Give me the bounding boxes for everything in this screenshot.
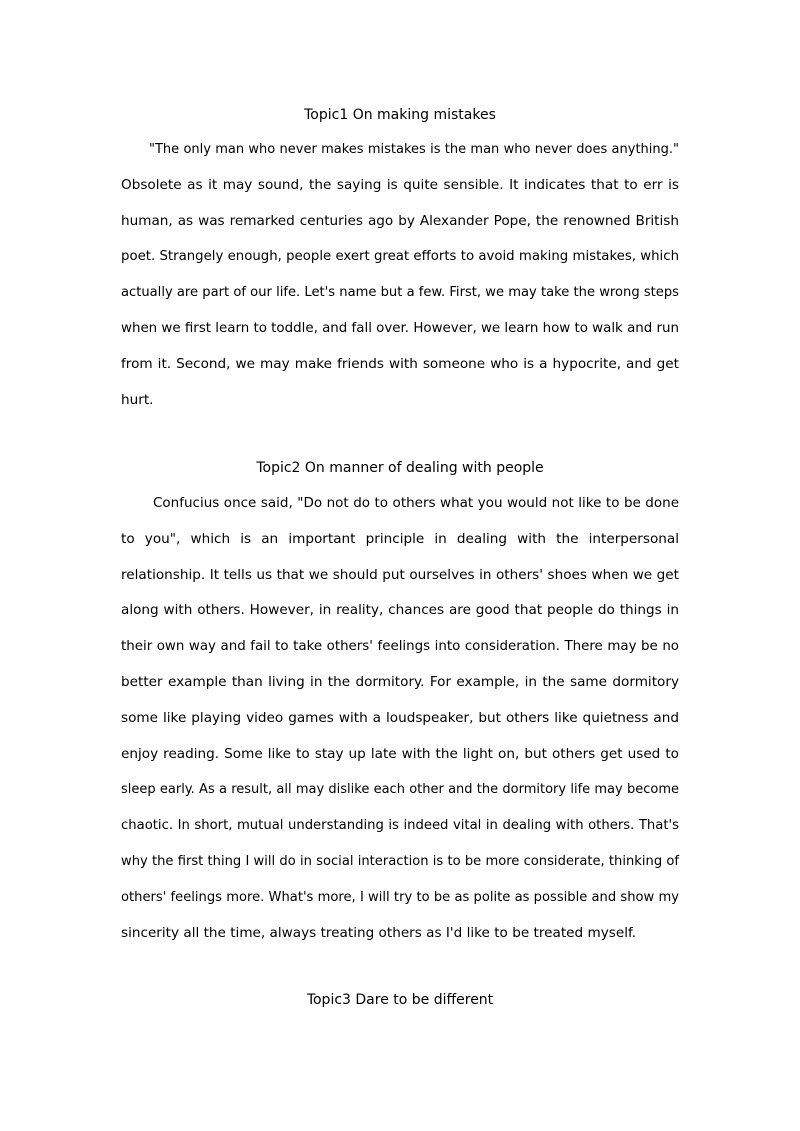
topic2-line-4: along with others. However, in reality, chances are good that people do things in (121, 602, 679, 619)
topic2-line-7: some like playing video games with a loudspeaker, but others like quietness and (121, 709, 679, 726)
topic1-line-4: poet. Strangely enough, people exert great efforts to avoid making mistakes, which (121, 249, 679, 265)
topic2-line-5: their own way and fail to take others' feelings into consideration. There may be no (121, 639, 679, 655)
topic1-line-3: human, as was remarked centuries ago by Alexander Pope, the renowned British (121, 212, 679, 229)
topic1-paragraph (121, 132, 679, 418)
topic1-line-8: hurt. (121, 391, 154, 408)
topic2-title: Topic2 On manner of dealing with people (256, 460, 544, 476)
topic2-line-8: enjoy reading. Some like to stay up late with the light on, but others get used to (121, 745, 679, 762)
topic2-line-6: better example than living in the dormitory. For example, in the same dormitory (121, 673, 679, 690)
topic3-title: Topic3 Dare to be different (306, 992, 494, 1008)
topic2-line-3: relationship. It tells us that we should put ourselves in others' shoes when we get (121, 566, 679, 583)
topic2-line-10: chaotic. In short, mutual understanding is indeed vital in dealing with others. That's (121, 818, 679, 834)
topic2-paragraph (121, 486, 679, 951)
topic1-line-1: "The only man who never makes mistakes is the man who never does anything." (149, 142, 679, 157)
topic1-title: Topic1 On making mistakes (304, 107, 496, 123)
topic2-line-12: others' feelings more. What's more, I will try to be as polite as possible and show my (121, 889, 679, 905)
topic2-line-2: to you", which is an important principle in dealing with the interpersonal (121, 530, 679, 547)
topic1-line-5: actually are part of our life. Let's name but a few. First, we may take the wrong steps (121, 285, 679, 301)
topic2-line-13: sincerity all the time, always treating others as I'd like to be treated myself. (121, 924, 637, 941)
topic2-line-9: sleep early. As a result, all may dislike each other and the dormitory life may become (121, 782, 679, 798)
topic1-line-6: when we first learn to toddle, and fall over. However, we learn how to walk and run (121, 320, 679, 336)
topic1-line-7: from it. Second, we may make friends with someone who is a hypocrite, and get (121, 355, 679, 372)
topic1-line-2: Obsolete as it may sound, the saying is quite sensible. It indicates that to err is (121, 176, 679, 193)
topic2-line-11: why the first thing I will do in social interaction is to be more considerate, thinking of (121, 853, 679, 869)
topic2-line-1: Confucius once said, "Do not do to others what you would not like to be done (153, 495, 679, 511)
